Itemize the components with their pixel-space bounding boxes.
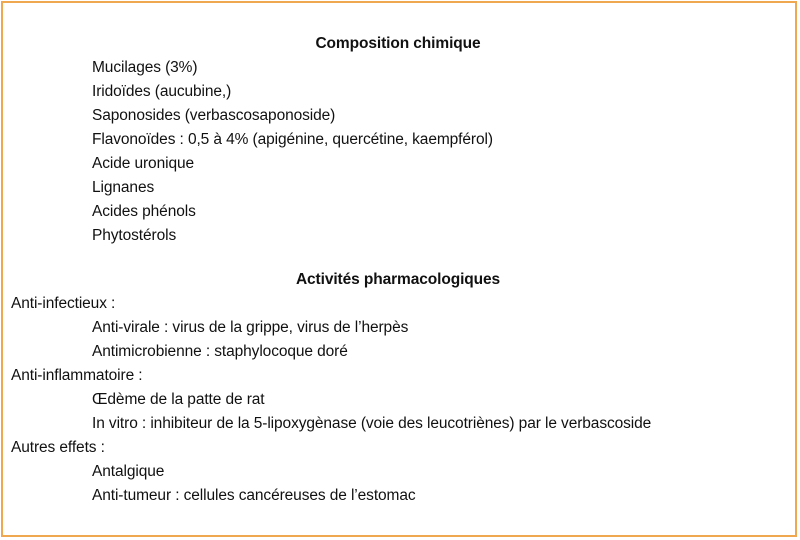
activity-item: Anti-tumeur : cellules cancéreuses de l’estomac [92,487,416,504]
composition-item: Phytostérols [92,227,177,244]
activity-item: Œdème de la patte de rat [92,391,265,408]
composition-item: Flavonoïdes : 0,5 à 4% (apigénine, quercétine, kaempférol) [92,131,493,148]
activity-item: In vitro : inhibiteur de la 5-lipoxygènase (voie des leucotriènes) par le verbascoside [92,415,652,432]
composition-item: Acides phénols [92,203,196,220]
activity-group-label: Anti-infectieux : [11,295,116,312]
activity-item: Antimicrobienne : staphylocoque doré [92,343,348,360]
activity-item: Antalgique [92,463,165,480]
composition-item: Saponosides (verbascosaponoside) [92,107,336,124]
activites-heading: Activités pharmacologiques [295,271,501,288]
composition-item: Acide uronique [92,155,195,172]
composition-item: Mucilages (3%) [92,59,198,76]
activity-group-label: Anti-inflammatoire : [11,367,143,384]
composition-item: Lignanes [92,179,155,196]
activity-group-label: Autres effets : [11,439,105,456]
composition-heading: Composition chimique [315,35,481,52]
composition-item: Iridoïdes (aucubine,) [92,83,232,100]
activity-item: Anti-virale : virus de la grippe, virus de l’herpès [92,319,409,336]
